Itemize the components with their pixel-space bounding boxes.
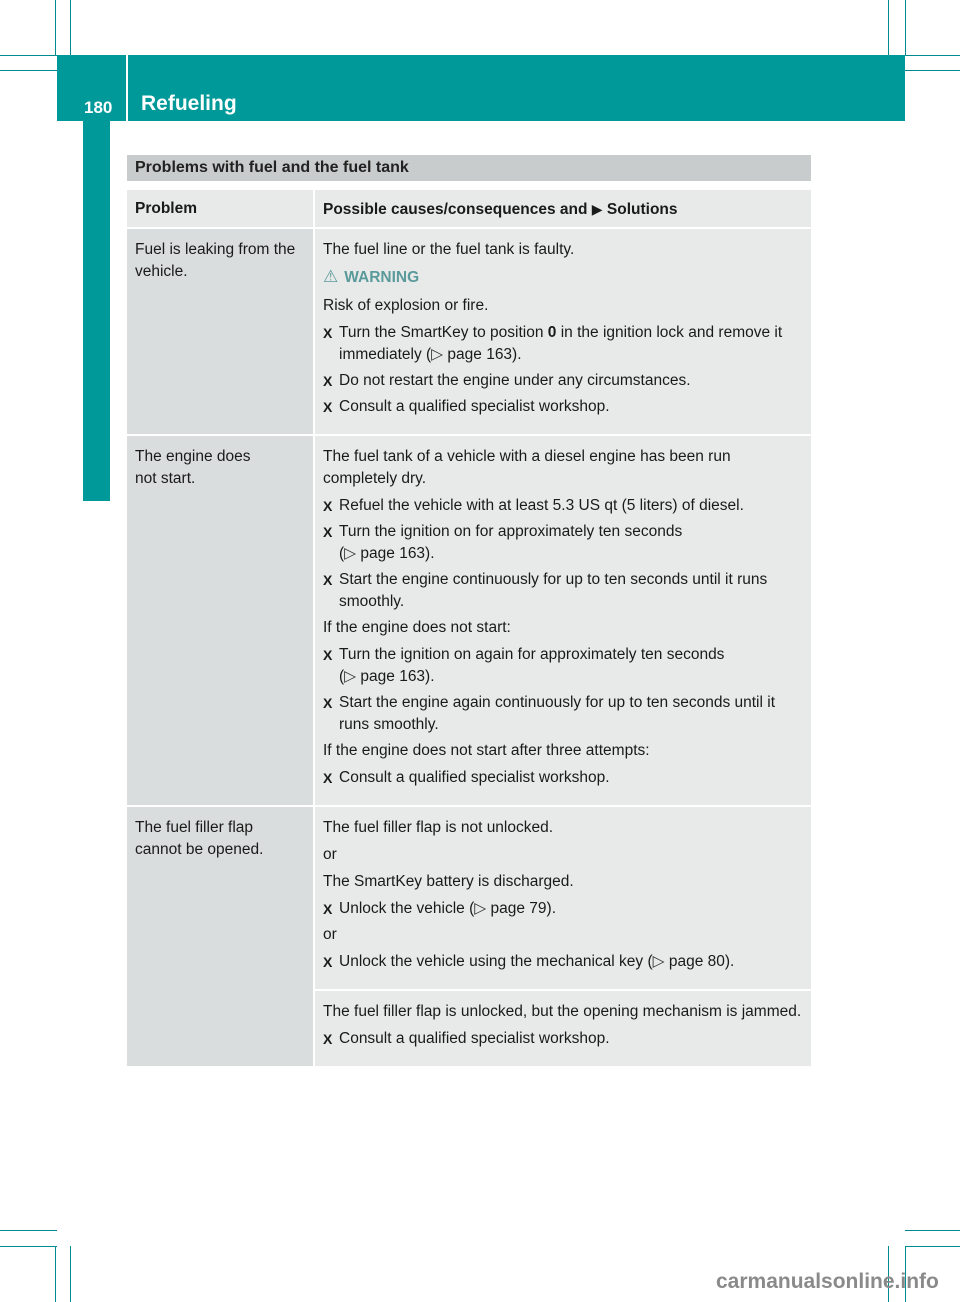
crop-mark bbox=[905, 55, 960, 56]
column-header-problem: Problem bbox=[127, 190, 313, 227]
crop-mark bbox=[0, 55, 57, 56]
solution-step bbox=[323, 767, 803, 789]
solution-step bbox=[323, 1028, 803, 1050]
crop-mark bbox=[0, 1230, 57, 1231]
key-position: 0 bbox=[547, 324, 557, 341]
solution-cell bbox=[315, 229, 811, 434]
solution-step bbox=[323, 322, 803, 366]
crop-mark bbox=[0, 70, 57, 71]
ref-arrow-icon: ▷ bbox=[652, 953, 665, 970]
crop-mark bbox=[905, 70, 960, 71]
step-text: Turn the ignition on for approximately ten seconds bbox=[339, 523, 683, 540]
crop-mark bbox=[55, 1246, 56, 1302]
solution-cell bbox=[315, 436, 811, 805]
solution-cell bbox=[315, 989, 811, 1066]
ref-arrow-icon: ▷ bbox=[344, 545, 357, 562]
page-number: 180 bbox=[84, 98, 113, 117]
step-arrow-icon: X bbox=[323, 524, 333, 540]
page-ref: page 80). bbox=[668, 953, 735, 970]
cause-text: The fuel filler flap is not unlocked. bbox=[323, 819, 554, 836]
condition-text: If the engine does not start after three attempts: bbox=[323, 742, 650, 759]
header-divider bbox=[126, 55, 128, 121]
crop-mark bbox=[888, 0, 889, 55]
watermark: carmanualsonline.info bbox=[716, 1270, 939, 1293]
step-text: Unlock the vehicle ( bbox=[339, 900, 475, 917]
step-text: Turn the SmartKey to position bbox=[339, 324, 544, 341]
solution-step: X Turn the ignition on for approximately ten seconds (▷ page 163). bbox=[323, 523, 683, 562]
solution-step bbox=[323, 898, 803, 920]
step-arrow-icon: X bbox=[323, 1031, 333, 1047]
crop-mark bbox=[55, 0, 56, 55]
or-text: or bbox=[323, 846, 337, 863]
step-text: Consult a qualified specialist workshop. bbox=[339, 769, 610, 786]
step-text: Do not restart the engine under any circumstances. bbox=[339, 372, 691, 389]
step-text: Start the engine again continuously for up to ten seconds until it runs smoothly. bbox=[339, 694, 776, 733]
step-text: Refuel the vehicle with at least 5.3 US qt (5 liters) of diesel. bbox=[339, 497, 744, 514]
step-text: Turn the ignition on again for approximately ten seconds bbox=[339, 646, 725, 663]
problem-cell: Fuel is leaking from the vehicle. bbox=[127, 229, 313, 434]
condition-text: If the engine does not start: bbox=[323, 619, 511, 636]
crop-mark bbox=[905, 0, 906, 55]
solution-step bbox=[323, 370, 803, 392]
step-text: Unlock the vehicle using the mechanical key ( bbox=[339, 953, 653, 970]
table-row bbox=[127, 434, 811, 805]
table-row bbox=[127, 805, 811, 1066]
step-text: Consult a qualified specialist workshop. bbox=[339, 1030, 610, 1047]
page-ref: page 163). bbox=[360, 545, 435, 562]
crop-mark bbox=[905, 1230, 960, 1231]
page-ref: page 163). bbox=[447, 346, 522, 363]
side-label: Driving and parking bbox=[84, 262, 109, 469]
step-text: Consult a qualified specialist workshop. bbox=[339, 398, 610, 415]
problems-table bbox=[127, 190, 811, 1066]
solution-step bbox=[323, 569, 803, 613]
column-header-solution-post: Solutions bbox=[606, 201, 678, 218]
cause-text: The SmartKey battery is discharged. bbox=[323, 873, 574, 890]
problem-cell: The engine does not start. bbox=[127, 436, 313, 805]
step-arrow-icon: X bbox=[323, 695, 333, 711]
cause-text: The fuel filler flap is unlocked, but the opening mechanism is jammed. bbox=[323, 1003, 802, 1020]
step-arrow-icon: X bbox=[323, 954, 333, 970]
crop-mark bbox=[0, 1246, 57, 1247]
solution-step bbox=[323, 396, 803, 418]
crop-mark bbox=[905, 1246, 960, 1247]
solution-cell-group bbox=[315, 807, 811, 1066]
step-text: Start the engine continuously for up to ten seconds until it runs smoothly. bbox=[339, 571, 768, 610]
warning-label: WARNING bbox=[344, 269, 420, 286]
step-arrow-icon: X bbox=[323, 498, 333, 514]
solution-step bbox=[323, 692, 803, 736]
problem-cell: The fuel filler flap cannot be opened. bbox=[127, 807, 313, 1066]
step-arrow-icon: X bbox=[323, 572, 333, 588]
table-row bbox=[127, 227, 811, 434]
step-arrow-icon: X bbox=[323, 647, 333, 663]
crop-mark bbox=[70, 0, 71, 55]
warning-heading bbox=[323, 266, 803, 289]
page-ref: page 79). bbox=[490, 900, 556, 917]
table-title: Problems with fuel and the fuel tank bbox=[127, 155, 811, 181]
section-title: Refueling bbox=[141, 92, 237, 115]
ref-arrow-icon: ▷ bbox=[474, 900, 487, 917]
solution-cell bbox=[315, 807, 811, 989]
step-arrow-icon: X bbox=[323, 901, 333, 917]
arrow-right-icon: ▶ bbox=[591, 201, 603, 217]
solution-step bbox=[323, 495, 803, 517]
table-header-row bbox=[127, 190, 811, 227]
column-header-solution bbox=[315, 190, 811, 227]
ref-arrow-icon: ▷ bbox=[431, 346, 444, 363]
column-header-solution-pre: Possible causes/consequences and bbox=[323, 201, 588, 218]
step-arrow-icon: X bbox=[323, 325, 333, 341]
step-text: in the ignition lock and remove it immediately ( bbox=[339, 324, 783, 363]
warning-triangle-icon: ⚠ bbox=[323, 267, 339, 286]
solution-step: X Turn the ignition on again for approximately ten seconds (▷ page 163). bbox=[323, 646, 725, 685]
step-arrow-icon: X bbox=[323, 770, 333, 786]
cause-text: The fuel tank of a vehicle with a diesel engine has been run completely dry. bbox=[323, 448, 731, 487]
warning-text: Risk of explosion or fire. bbox=[323, 297, 489, 314]
solution-step bbox=[323, 951, 803, 973]
crop-mark bbox=[70, 1246, 71, 1302]
step-arrow-icon: X bbox=[323, 373, 333, 389]
page-ref: page 163). bbox=[360, 668, 435, 685]
step-arrow-icon: X bbox=[323, 399, 333, 415]
cause-text: The fuel line or the fuel tank is faulty. bbox=[323, 241, 575, 258]
ref-arrow-icon: ▷ bbox=[344, 668, 357, 685]
or-text: or bbox=[323, 926, 337, 943]
